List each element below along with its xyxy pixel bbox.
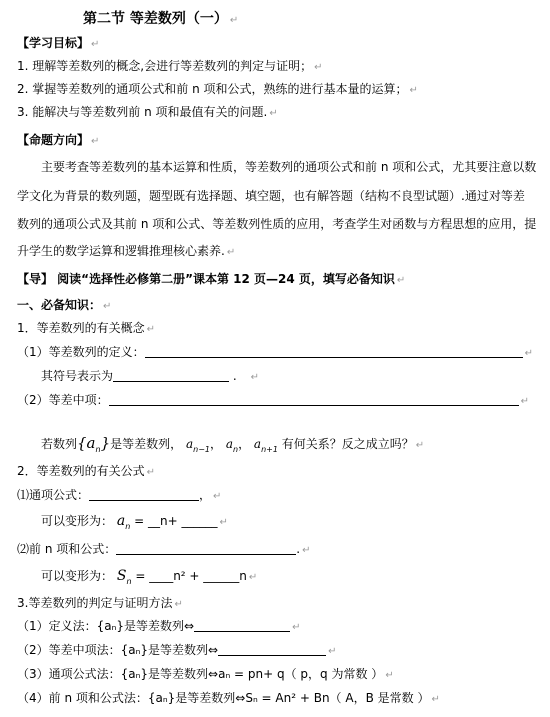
goals-heading: 【学习目标】 ↵ <box>17 36 100 50</box>
direction-heading: 【命题方向】 ↵ <box>17 133 100 147</box>
sub2-heading: 2．等差数列的有关公式 ↵ <box>17 464 156 478</box>
section1-heading: 一、必备知识： ↵ <box>17 298 112 312</box>
general-term-blank[interactable] <box>89 488 199 501</box>
an-transform-line: 可以变形为： $a_n$ = __n+ ______ ↵ <box>41 513 228 531</box>
definition-line: （1）等差数列的定义： ↵ <box>17 345 534 359</box>
method-2: （2）等差中项法：{aₙ}是等差数列⇔ ↵ <box>17 643 337 657</box>
method-3: （3）通项公式法：{aₙ}是等差数列⇔aₙ = pn+ q（ p，q 为常数 ） ↵ <box>17 667 394 681</box>
symbol-line: 其符号表示为 . ↵ <box>41 369 260 383</box>
question-line: 若数列$\{a_n\}$是等差数列， $a_{n-1}$， $a_n$， $a_{n+1}$ 有何关系？反之成立吗？ ↵ <box>41 434 425 454</box>
direction-line-4: 升学生的数学运算和逻辑推理核心素养. ↵ <box>17 244 236 258</box>
sub3-heading: 3.等差数列的判定与证明方法 ↵ <box>17 596 183 610</box>
page-title: 第二节 等差数列（一） ↵ <box>83 11 239 27</box>
goal-item-1: 1. 理解等差数列的概念,会进行等差数列的判定与证明； ↵ <box>17 59 323 73</box>
middle-term-line: （2）等差中项： ↵ <box>17 393 530 407</box>
guide-line: 【导】 阅读“选择性必修第二册”课本第 12 页—24 页，填写必备知识 ↵ <box>17 272 406 286</box>
goal-item-2: 2. 掌握等差数列的通项公式和前 n 项和公式，熟练的进行基本量的运算； ↵ <box>17 82 418 96</box>
method-1-blank[interactable] <box>194 619 290 632</box>
direction-line-1: 主要考查等差数列的基本运算和性质，等差数列的通项公式和前 n 项和公式，尤其要注意以数 <box>41 160 537 174</box>
method-2-blank[interactable] <box>218 643 326 656</box>
middle-term-blank[interactable] <box>109 393 519 406</box>
method-4: （4）前 n 项和公式法：{aₙ}是等差数列⇔Sₙ = An² + Bn（ A，B 是常数 ） ↵ <box>17 691 440 705</box>
definition-blank[interactable] <box>145 345 523 358</box>
method-1: （1）定义法：{aₙ}是等差数列⇔ ↵ <box>17 619 301 633</box>
sum-formula-line: ⑵前 n 项和公式： . ↵ <box>17 542 311 556</box>
sn-transform-line: 可以变形为： $S_n$ = ____n² + ______n ↵ <box>41 568 258 586</box>
sub1-heading: 1．等差数列的有关概念 ↵ <box>17 321 156 335</box>
direction-line-3: 数列的通项公式及其前 n 项和公式、等差数列性质的应用，考查学生对函数与方程思想的应用，提 <box>17 217 537 231</box>
direction-line-2: 学文化为背景的数列题，题型既有选择题、填空题，也有解答题（结构不良型试题）.通过对等差 <box>17 189 525 203</box>
goal-item-3: 3. 能解决与等差数列前 n 项和最值有关的问题. ↵ <box>17 105 278 119</box>
symbol-blank[interactable] <box>113 369 229 382</box>
sum-formula-blank[interactable] <box>116 542 296 555</box>
general-term-line: ⑴通项公式： ， ↵ <box>17 488 222 502</box>
